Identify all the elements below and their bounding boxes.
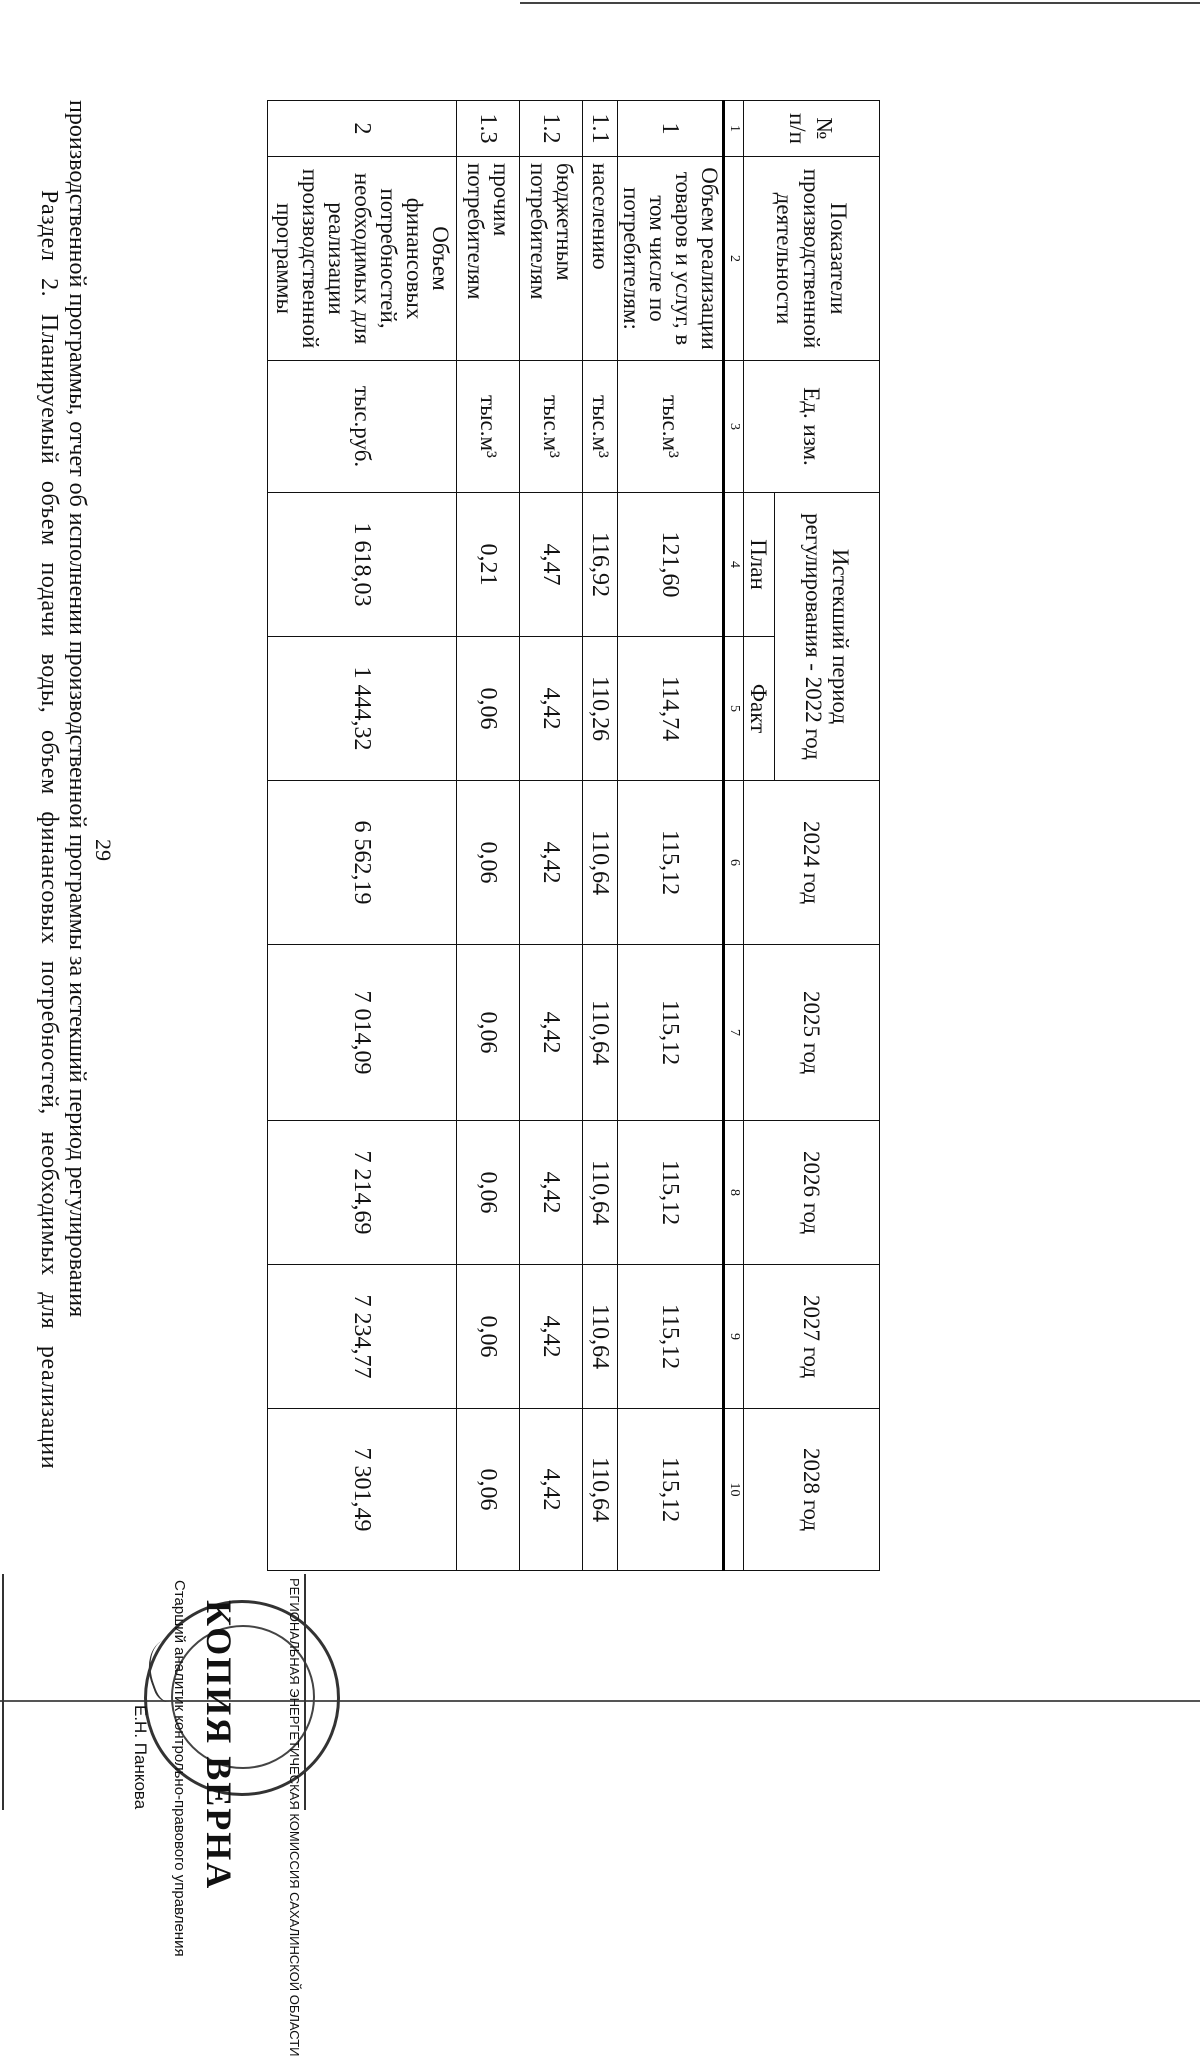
table-row [583,101,618,1571]
col-number: 4 [724,493,744,637]
row-label: Объем финансовых потребностей, необходимых для реализации производственной программы [268,157,457,361]
value-cell: 0,06 [457,637,520,781]
header-unit: Ед. изм. [744,361,880,493]
page-number: 29 [91,839,116,861]
row-label: прочим потребителям [457,157,520,361]
column-number-row [724,101,744,1571]
production-program-table [267,100,880,1571]
value-cell: 110,64 [583,1121,618,1265]
value-cell: 115,12 [618,1121,724,1265]
value-cell: 4,42 [520,781,583,945]
row-unit: тыс.м³ [457,361,520,493]
header-2024: 2024 год [744,781,880,945]
header-2027: 2027 год [744,1265,880,1409]
header-2026: 2026 год [744,1121,880,1265]
section-title-line-1: Раздел 2. Планируемый объем подачи воды, объем финансовых потребностей, необходимых для реализации [36,190,62,1470]
row-unit: тыс.м³ [618,361,724,493]
col-number: 10 [724,1409,744,1571]
value-cell: 116,92 [583,493,618,637]
col-number: 8 [724,1121,744,1265]
table-row [618,101,724,1571]
value-cell: 115,12 [618,1265,724,1409]
value-cell: 4,42 [520,1121,583,1265]
value-cell: 115,12 [618,945,724,1121]
col-number: 6 [724,781,744,945]
value-cell: 1 618,03 [268,493,457,637]
col-number: 5 [724,637,744,781]
value-cell: 110,64 [583,945,618,1121]
table-row [268,101,457,1571]
value-cell: 115,12 [618,781,724,945]
value-cell: 1 444,32 [268,637,457,781]
header-num: № п/п [744,101,880,157]
certification-position: Старший аналитик контрольно-правового управления [171,1580,188,1957]
header-row [775,101,880,1571]
header-fact: Факт [744,637,775,781]
row-unit: тыс.м³ [520,361,583,493]
value-cell: 110,64 [583,1409,618,1571]
col-number: 2 [724,157,744,361]
value-cell: 7 214,69 [268,1121,457,1265]
value-cell: 0,06 [457,1265,520,1409]
value-cell: 0,06 [457,1409,520,1571]
value-cell: 0,21 [457,493,520,637]
row-index: 1.3 [457,101,520,157]
col-number: 3 [724,361,744,493]
row-label: бюджетным потребителям [520,157,583,361]
value-cell: 7 234,77 [268,1265,457,1409]
value-cell: 110,64 [583,1265,618,1409]
header-2025: 2025 год [744,945,880,1121]
value-cell: 6 562,19 [268,781,457,945]
value-cell: 4,42 [520,1409,583,1571]
row-index: 1.1 [583,101,618,157]
header-period: Истекший период регулирования - 2022 год [775,493,880,781]
value-cell: 110,64 [583,781,618,945]
value-cell: 115,12 [618,1409,724,1571]
header-indicator: Показатели производственной деятельности [744,157,880,361]
row-index: 1.2 [520,101,583,157]
row-label: Объем реализации товаров и услуг, в том числе по потребителям: [618,157,724,361]
value-cell: 7 014,09 [268,945,457,1121]
certification-name: Е.Н. Панкова [131,1705,150,1810]
value-cell: 4,42 [520,637,583,781]
value-cell: 114,74 [618,637,724,781]
certification-copy-mark: КОПИЯ ВЕРНА [199,1600,239,1891]
table-row [457,101,520,1571]
value-cell: 4,42 [520,1265,583,1409]
header-2028: 2028 год [744,1409,880,1571]
row-unit: тыс.руб. [268,361,457,493]
row-unit: тыс.м³ [583,361,618,493]
header-plan: План [744,493,775,637]
value-cell: 0,06 [457,945,520,1121]
row-label: населению [583,157,618,361]
section-title-line-2: производственной программы, отчет об исполнении производственной программы за истекший период регулирования [64,100,90,1318]
row-index: 1 [618,101,724,157]
col-number: 7 [724,945,744,1121]
value-cell: 121,60 [618,493,724,637]
value-cell: 7 301,49 [268,1409,457,1571]
value-cell: 110,26 [583,637,618,781]
value-cell: 4,42 [520,945,583,1121]
value-cell: 0,06 [457,781,520,945]
value-cell: 0,06 [457,1121,520,1265]
value-cell: 4,47 [520,493,583,637]
row-index: 2 [268,101,457,157]
col-number: 1 [724,101,744,157]
col-number: 9 [724,1265,744,1409]
certification-org: РЕГИОНАЛЬНАЯ ЭНЕРГЕТИЧЕСКАЯ КОМИССИЯ САХАЛИНСКОЙ ОБЛАСТИ [287,1578,302,2057]
table-row [520,101,583,1571]
